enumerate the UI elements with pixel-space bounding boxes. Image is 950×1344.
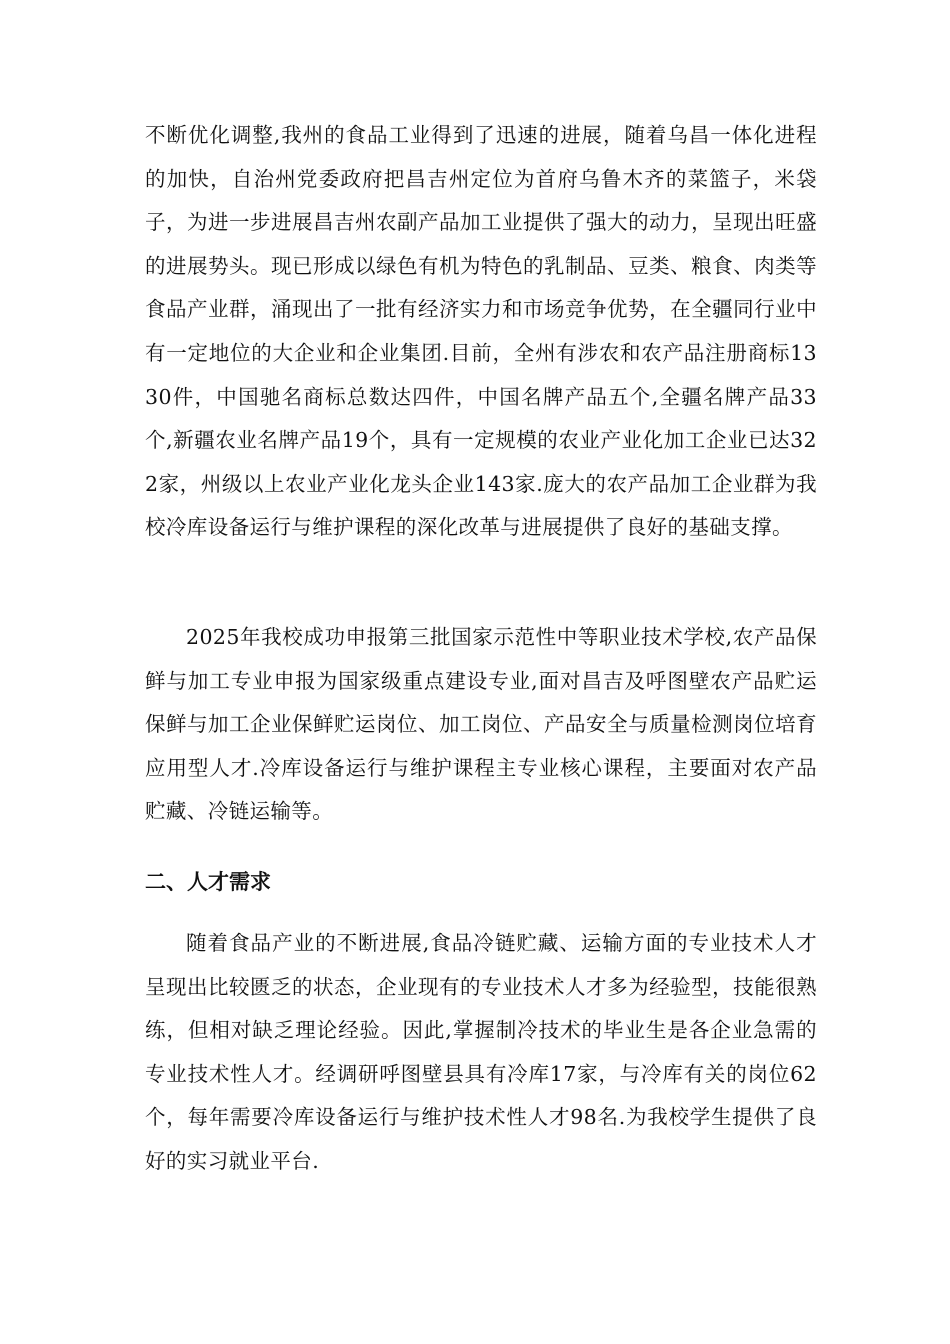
body-paragraph-food-industry: 不断优化调整,我州的食品工业得到了迅速的进展，随着乌昌一体化进程的加快，自治州党委政府把昌吉州定位为首府乌鲁木齐的菜篮子，米袋子，为进一步进展昌吉州农副产品加工业提供了强大的动力，呈现出旺盛的进展势头。现已形成以绿色有机为特色的乳制品、豆类、粮食、肉类等食品产业群，涌现出了一批有经济实力和市场竞争优势，在全疆同行业中有一定地位的大企业和企业集团.目前，全州有涉农和农产品注册商标1330件，中国驰名商标总数达四件，中国名牌产品五个,全疆名牌产品33个,新疆农业名牌产品19个，具有一定规模的农业产业化加工企业已达322家，州级以上农业产业化龙头企业143家.庞大的农产品加工企业群为我校冷库设备运行与维护课程的深化改革与进展提供了良好的基础支撑。 xyxy=(145,123,817,540)
body-paragraph-school-program: 2025年我校成功申报第三批国家示范性中等职业技术学校,农产品保鲜与加工专业申报为国家级重点建设专业,面对昌吉及呼图壁农产品贮运保鲜与加工企业保鲜贮运岗位、加工岗位、产品安全与质量检测岗位培育应用型人才.冷库设备运行与维护课程主专业核心课程，主要面对农产品贮藏、冷链运输等。 xyxy=(145,625,817,824)
section-heading-talent-demand: 二、人才需求 xyxy=(145,870,271,894)
body-paragraph-talent-demand: 随着食品产业的不断进展,食品冷链贮藏、运输方面的专业技术人才呈现出比较匮乏的状态，企业现有的专业技术人才多为经验型，技能很熟练，但相对缺乏理论经验。因此,掌握制冷技术的毕业生是各企业急需的专业技术性人才。经调研呼图壁县具有冷库17家，与冷库有关的岗位62个，每年需要冷库设备运行与维护技术性人才98名.为我校学生提供了良好的实习就业平台. xyxy=(145,931,817,1173)
